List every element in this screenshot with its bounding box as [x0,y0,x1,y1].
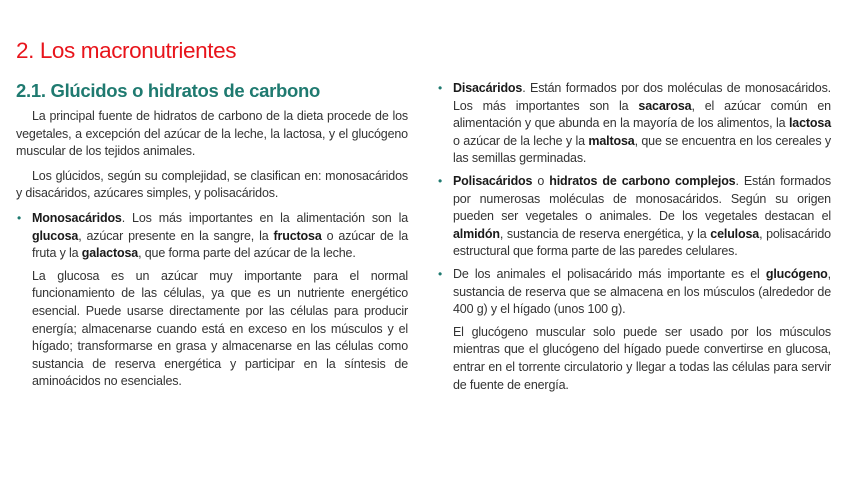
left-column [16,80,408,398]
polisacaridos-paragraph: Polisacáridos o hidratos de carbono complejos. Están formados por numerosas moléculas de monosacáridos. Según su origen pueden ser vegetales o animales. De los vegetales destacan el almidón, sustancia de reserva energética, y la celulosa, polisacárido estructural que forma parte de las paredes celulares. [453,173,832,259]
slide-title: 2. Los macronutrientes [16,38,237,63]
intro-paragraph-1: La principal fuente de hidratos de carbono de la dieta procede de los vegetales, a excepción del azúcar de la leche, la lactosa, y el glucógeno muscular de los tejidos animales. [16,109,408,159]
glucogeno-paragraph: De los animales el polisacárido más importante es el glucógeno, sustancia de reserva que se almacena en los músculos (alrededor de 400 g) y el hígado (unos 100 g). [453,266,831,317]
glucosa-continuation [16,268,408,391]
glucogeno-continuation [437,324,831,394]
list-item-monosacaridos [16,210,408,263]
term-maltosa: maltosa [588,133,635,148]
term-monosacaridos: Monosacáridos [32,210,122,225]
glucosa-paragraph: La glucosa es un azúcar muy importante para el normal funcionamiento de las células, ya que es un nutriente energético esencial. Puede usarse directamente por las células para producir energía; almacenarse cuando está en exceso en los músculos y el hígado; transformarse en grasa y almacenarse en las células como sustancia de reserva energética y participar en la síntesis de aminoácidos no esenciales. [32,268,408,389]
section-heading: 2.1. Glúcidos o hidratos de carbono [16,80,321,101]
list-item-glucogeno [437,266,831,319]
glucogeno-muscular-paragraph: El glucógeno muscular solo puede ser usado por los músculos mientras que el glucógeno del hígado puede convertirse en glucosa, entrar en el torrente circulatorio y llegar a todas las células para servir de fuente de energía. [453,324,831,392]
intro-paragraph-2: Los glúcidos, según su complejidad, se clasifican en: monosacáridos y disacáridos, azúcares simples, y polisacáridos. [16,168,408,201]
term-polisacaridos: Polisacáridos [453,173,533,188]
bullet-icon: • [438,266,443,281]
bullet-icon: • [438,81,443,95]
monosacaridos-paragraph: Monosacáridos. Los más importantes en la alimentación son la glucosa, azúcar presente en la sangre, la fructosa o azúcar de la fruta y la galactosa, que forma parte del azúcar de la leche. [32,210,408,261]
term-disacaridos: Disacáridos [453,81,523,95]
term-lactosa: lactosa [788,116,831,131]
bullet-icon: • [17,210,22,225]
term-fructosa: fructosa [273,228,322,243]
term-almidon: almidón [453,226,500,241]
bullet-icon: • [438,173,443,188]
right-column [437,80,831,401]
term-celulosa: celulosa [710,226,760,241]
list-item-disacaridos [437,80,831,168]
term-sacarosa: sacarosa [638,98,692,113]
term-galactosa: galactosa [81,246,139,261]
disacaridos-paragraph: Disacáridos. Están formados por dos moléculas de monosacáridos. Los más importantes son la sacarosa, el azúcar común en alimentación y que abunda en la mayoría de los alimentos, la lactosa o azúcar de la leche y la maltosa, que se encuentra en los cereales y las semillas germinadas. [453,81,831,166]
term-hidratos-complejos: hidratos de carbono complejos [549,173,736,188]
term-glucosa: glucosa [32,228,79,243]
term-glucogeno: glucógeno [765,266,828,281]
list-item-polisacaridos [437,173,831,261]
